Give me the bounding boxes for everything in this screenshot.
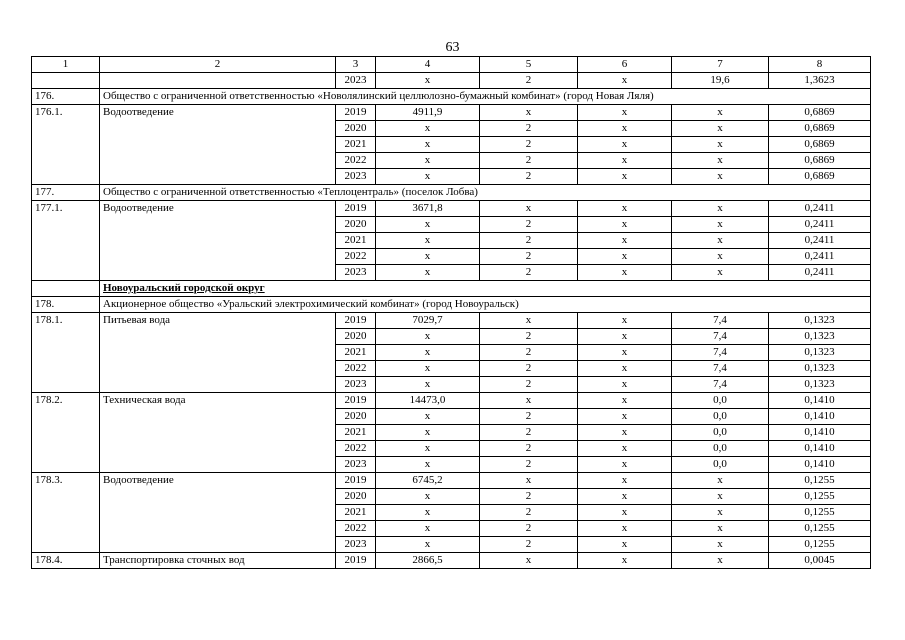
organization-title: Общество с ограниченной ответственностью «Теплоцентраль» (поселок Лобва) <box>100 185 871 201</box>
value-cell: 0,0045 <box>769 553 871 569</box>
district-title: Новоуральский городской округ <box>103 282 265 294</box>
value-cell: x <box>578 265 672 281</box>
year-cell: 2022 <box>336 521 376 537</box>
item-name-cell <box>100 441 336 457</box>
year-cell: 2022 <box>336 249 376 265</box>
year-cell: 2022 <box>336 361 376 377</box>
value-cell: 0,1410 <box>769 441 871 457</box>
item-number-cell <box>32 121 100 137</box>
value-cell: 7,4 <box>672 361 769 377</box>
value-cell: 0,1410 <box>769 457 871 473</box>
value-cell: x <box>578 505 672 521</box>
value-cell: x <box>578 313 672 329</box>
year-cell: 2020 <box>336 409 376 425</box>
table-row <box>32 329 871 345</box>
value-cell: 0,6869 <box>769 121 871 137</box>
table-row <box>32 345 871 361</box>
item-name-cell: Транспортировка сточных вод <box>100 553 336 569</box>
value-cell: x <box>672 537 769 553</box>
item-name-cell <box>100 233 336 249</box>
item-number-cell <box>32 377 100 393</box>
value-cell: x <box>376 361 480 377</box>
table-row <box>32 489 871 505</box>
item-name-cell <box>100 265 336 281</box>
value-cell: 0,2411 <box>769 217 871 233</box>
table-row <box>32 537 871 553</box>
value-cell: x <box>376 249 480 265</box>
table-row <box>32 361 871 377</box>
value-cell: x <box>578 521 672 537</box>
year-cell: 2023 <box>336 457 376 473</box>
value-cell: x <box>578 489 672 505</box>
year-cell: 2020 <box>336 217 376 233</box>
value-cell: x <box>578 441 672 457</box>
item-number-cell <box>32 153 100 169</box>
year-cell: 2021 <box>336 137 376 153</box>
value-cell: 7,4 <box>672 377 769 393</box>
item-number-cell: 177. <box>32 185 100 201</box>
value-cell: 0,0 <box>672 457 769 473</box>
value-cell: 0,1323 <box>769 361 871 377</box>
value-cell: x <box>480 553 578 569</box>
value-cell: 0,6869 <box>769 105 871 121</box>
header-cell: 4 <box>376 57 480 73</box>
header-row <box>32 57 871 73</box>
item-name-cell <box>100 137 336 153</box>
value-cell: x <box>578 361 672 377</box>
item-number-cell <box>32 169 100 185</box>
item-name-cell <box>100 521 336 537</box>
item-name-cell: Техническая вода <box>100 393 336 409</box>
item-name-cell <box>100 505 336 521</box>
value-cell: 0,1323 <box>769 313 871 329</box>
item-number-cell <box>32 249 100 265</box>
value-cell: x <box>480 201 578 217</box>
item-number-cell <box>32 265 100 281</box>
item-number-cell: 176. <box>32 89 100 105</box>
item-name-cell <box>100 489 336 505</box>
header-cell: 1 <box>32 57 100 73</box>
value-cell: 0,1255 <box>769 489 871 505</box>
value-cell: 2 <box>480 537 578 553</box>
value-cell: 2 <box>480 489 578 505</box>
value-cell: 2 <box>480 329 578 345</box>
table-row <box>32 393 871 409</box>
header-cell: 7 <box>672 57 769 73</box>
value-cell: 4911,9 <box>376 105 480 121</box>
organization-title: Общество с ограниченной ответственностью «Новолялинский целлюлозно-бумажный комбинат» (город Новая Ляля) <box>100 89 871 105</box>
value-cell: x <box>578 217 672 233</box>
value-cell: 2 <box>480 233 578 249</box>
tariff-table <box>31 56 871 569</box>
year-cell: 2019 <box>336 105 376 121</box>
value-cell: x <box>672 169 769 185</box>
value-cell: 0,2411 <box>769 249 871 265</box>
year-cell: 2021 <box>336 425 376 441</box>
value-cell: x <box>376 73 480 89</box>
table-row <box>32 505 871 521</box>
value-cell: 2 <box>480 249 578 265</box>
table-body <box>32 73 871 569</box>
item-name-cell: Питьевая вода <box>100 313 336 329</box>
item-name-cell <box>100 73 336 89</box>
item-number-cell <box>32 425 100 441</box>
table-row <box>32 217 871 233</box>
value-cell: x <box>578 409 672 425</box>
item-number-cell <box>32 489 100 505</box>
value-cell: 7029,7 <box>376 313 480 329</box>
value-cell: x <box>578 121 672 137</box>
value-cell: x <box>578 425 672 441</box>
value-cell: 0,1255 <box>769 473 871 489</box>
district-row <box>32 281 871 297</box>
year-cell: 2019 <box>336 201 376 217</box>
value-cell: x <box>672 249 769 265</box>
organization-row <box>32 89 871 105</box>
value-cell: 0,2411 <box>769 233 871 249</box>
item-number-cell <box>32 233 100 249</box>
item-name-cell <box>100 329 336 345</box>
year-cell: 2021 <box>336 233 376 249</box>
value-cell: x <box>578 345 672 361</box>
year-cell: 2023 <box>336 169 376 185</box>
item-name-cell <box>100 249 336 265</box>
value-cell: x <box>672 489 769 505</box>
value-cell: 7,4 <box>672 313 769 329</box>
value-cell: x <box>578 153 672 169</box>
value-cell: 0,1410 <box>769 409 871 425</box>
table-row <box>32 457 871 473</box>
value-cell: 2 <box>480 425 578 441</box>
value-cell: 2 <box>480 377 578 393</box>
table-row <box>32 201 871 217</box>
table-row <box>32 313 871 329</box>
value-cell: 2 <box>480 521 578 537</box>
value-cell: 0,2411 <box>769 265 871 281</box>
item-number-cell <box>32 457 100 473</box>
value-cell: 2 <box>480 265 578 281</box>
value-cell: x <box>376 537 480 553</box>
value-cell: x <box>672 553 769 569</box>
header-cell: 8 <box>769 57 871 73</box>
item-number-cell: 178.1. <box>32 313 100 329</box>
value-cell: x <box>578 233 672 249</box>
value-cell: x <box>672 121 769 137</box>
value-cell: x <box>672 473 769 489</box>
item-number-cell <box>32 537 100 553</box>
value-cell: x <box>376 265 480 281</box>
organization-row <box>32 185 871 201</box>
table-row <box>32 553 871 569</box>
value-cell: x <box>672 153 769 169</box>
value-cell: x <box>672 105 769 121</box>
value-cell: x <box>376 121 480 137</box>
header-cell: 5 <box>480 57 578 73</box>
value-cell: x <box>376 233 480 249</box>
item-number-cell: 178. <box>32 297 100 313</box>
value-cell: x <box>480 393 578 409</box>
value-cell: x <box>578 537 672 553</box>
item-name-cell <box>100 121 336 137</box>
year-cell: 2020 <box>336 329 376 345</box>
table-row <box>32 73 871 89</box>
value-cell: x <box>578 137 672 153</box>
value-cell: x <box>376 457 480 473</box>
value-cell: 2 <box>480 345 578 361</box>
table-row <box>32 521 871 537</box>
value-cell: 14473,0 <box>376 393 480 409</box>
value-cell: x <box>672 265 769 281</box>
item-name-cell: Водоотведение <box>100 201 336 217</box>
item-name-cell <box>100 169 336 185</box>
item-number-cell <box>32 217 100 233</box>
header-cell: 6 <box>578 57 672 73</box>
header-cell: 3 <box>336 57 376 73</box>
table-row <box>32 153 871 169</box>
table-row <box>32 409 871 425</box>
value-cell: 2 <box>480 457 578 473</box>
item-number-cell <box>32 361 100 377</box>
year-cell: 2022 <box>336 153 376 169</box>
value-cell: x <box>578 473 672 489</box>
value-cell: 2 <box>480 137 578 153</box>
year-cell: 2023 <box>336 73 376 89</box>
value-cell: 0,6869 <box>769 169 871 185</box>
value-cell: x <box>480 473 578 489</box>
value-cell: x <box>376 217 480 233</box>
value-cell: 0,1410 <box>769 425 871 441</box>
value-cell: 2 <box>480 121 578 137</box>
value-cell: x <box>376 345 480 361</box>
value-cell: 1,3623 <box>769 73 871 89</box>
district-cell <box>100 281 871 297</box>
value-cell: x <box>672 137 769 153</box>
table-row <box>32 233 871 249</box>
value-cell: 0,0 <box>672 425 769 441</box>
value-cell: x <box>578 73 672 89</box>
item-number-cell <box>32 329 100 345</box>
item-name-cell <box>100 217 336 233</box>
table-row <box>32 441 871 457</box>
header-cell: 2 <box>100 57 336 73</box>
value-cell: x <box>376 425 480 441</box>
value-cell: x <box>480 105 578 121</box>
item-number-cell: 178.4. <box>32 553 100 569</box>
organization-row <box>32 297 871 313</box>
item-number-cell <box>32 281 100 297</box>
value-cell: x <box>578 105 672 121</box>
value-cell: x <box>376 521 480 537</box>
year-cell: 2020 <box>336 121 376 137</box>
year-cell: 2019 <box>336 313 376 329</box>
item-name-cell: Водоотведение <box>100 105 336 121</box>
value-cell: x <box>376 137 480 153</box>
value-cell: 2 <box>480 441 578 457</box>
item-name-cell <box>100 377 336 393</box>
value-cell: 2 <box>480 153 578 169</box>
value-cell: x <box>672 521 769 537</box>
value-cell: x <box>376 409 480 425</box>
year-cell: 2020 <box>336 489 376 505</box>
value-cell: 0,0 <box>672 441 769 457</box>
value-cell: 0,0 <box>672 393 769 409</box>
value-cell: 7,4 <box>672 345 769 361</box>
value-cell: x <box>578 201 672 217</box>
table-row <box>32 137 871 153</box>
value-cell: x <box>578 393 672 409</box>
value-cell: 2 <box>480 169 578 185</box>
item-number-cell <box>32 409 100 425</box>
value-cell: x <box>578 553 672 569</box>
value-cell: 0,1323 <box>769 329 871 345</box>
value-cell: 0,6869 <box>769 153 871 169</box>
item-name-cell <box>100 153 336 169</box>
value-cell: 2 <box>480 361 578 377</box>
year-cell: 2023 <box>336 537 376 553</box>
item-name-cell <box>100 537 336 553</box>
item-number-cell: 178.2. <box>32 393 100 409</box>
value-cell: 0,1255 <box>769 505 871 521</box>
value-cell: 3671,8 <box>376 201 480 217</box>
item-number-cell <box>32 73 100 89</box>
value-cell: x <box>376 505 480 521</box>
item-number-cell: 177.1. <box>32 201 100 217</box>
item-name-cell <box>100 457 336 473</box>
value-cell: 0,1255 <box>769 537 871 553</box>
value-cell: x <box>672 505 769 521</box>
value-cell: 0,2411 <box>769 201 871 217</box>
year-cell: 2023 <box>336 377 376 393</box>
value-cell: 2 <box>480 73 578 89</box>
value-cell: x <box>672 201 769 217</box>
table-row <box>32 377 871 393</box>
table-row <box>32 121 871 137</box>
value-cell: 0,6869 <box>769 137 871 153</box>
item-number-cell <box>32 137 100 153</box>
item-name-cell <box>100 345 336 361</box>
value-cell: x <box>672 217 769 233</box>
value-cell: 19,6 <box>672 73 769 89</box>
table-row <box>32 473 871 489</box>
value-cell: x <box>376 329 480 345</box>
value-cell: 0,0 <box>672 409 769 425</box>
value-cell: x <box>578 329 672 345</box>
item-number-cell: 178.3. <box>32 473 100 489</box>
value-cell: 7,4 <box>672 329 769 345</box>
table-row <box>32 169 871 185</box>
value-cell: 0,1255 <box>769 521 871 537</box>
item-name-cell <box>100 425 336 441</box>
value-cell: x <box>376 169 480 185</box>
item-number-cell <box>32 521 100 537</box>
value-cell: x <box>578 249 672 265</box>
year-cell: 2019 <box>336 553 376 569</box>
table-row <box>32 249 871 265</box>
value-cell: 2 <box>480 505 578 521</box>
item-number-cell: 176.1. <box>32 105 100 121</box>
item-name-cell: Водоотведение <box>100 473 336 489</box>
value-cell: x <box>376 489 480 505</box>
value-cell: x <box>376 153 480 169</box>
year-cell: 2023 <box>336 265 376 281</box>
value-cell: x <box>578 457 672 473</box>
table-row <box>32 425 871 441</box>
item-number-cell <box>32 345 100 361</box>
table-row <box>32 265 871 281</box>
value-cell: x <box>480 313 578 329</box>
value-cell: x <box>376 441 480 457</box>
value-cell: x <box>578 377 672 393</box>
table-row <box>32 105 871 121</box>
year-cell: 2021 <box>336 345 376 361</box>
value-cell: 0,1323 <box>769 345 871 361</box>
value-cell: 2866,5 <box>376 553 480 569</box>
year-cell: 2022 <box>336 441 376 457</box>
value-cell: x <box>376 377 480 393</box>
organization-title: Акционерное общество «Уральский электрохимический комбинат» (город Новоуральск) <box>100 297 871 313</box>
year-cell: 2019 <box>336 393 376 409</box>
item-number-cell <box>32 441 100 457</box>
item-name-cell <box>100 361 336 377</box>
item-number-cell <box>32 505 100 521</box>
page-number: 63 <box>445 40 460 55</box>
value-cell: 0,1410 <box>769 393 871 409</box>
item-name-cell <box>100 409 336 425</box>
value-cell: 6745,2 <box>376 473 480 489</box>
value-cell: 2 <box>480 409 578 425</box>
value-cell: x <box>672 233 769 249</box>
value-cell: x <box>578 169 672 185</box>
value-cell: 2 <box>480 217 578 233</box>
value-cell: 0,1323 <box>769 377 871 393</box>
year-cell: 2021 <box>336 505 376 521</box>
year-cell: 2019 <box>336 473 376 489</box>
